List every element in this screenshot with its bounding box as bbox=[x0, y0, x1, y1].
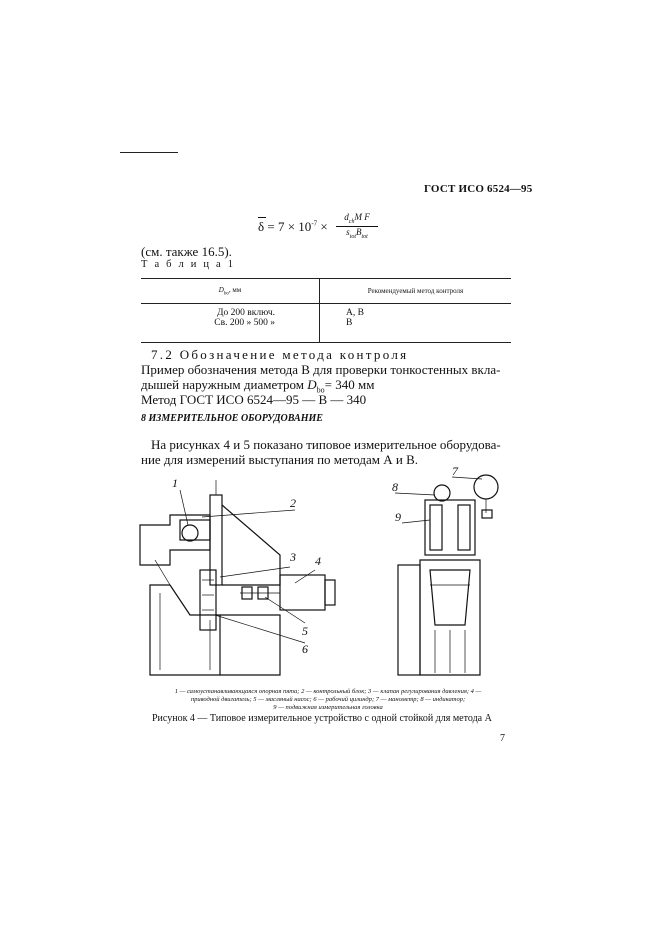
see-also-note: (см. также 16.5). bbox=[141, 244, 232, 259]
leader-6 bbox=[215, 615, 305, 643]
formula-rhs-prefix: = 7 × 10 bbox=[267, 219, 312, 234]
page-number: 7 bbox=[500, 733, 505, 744]
label-2: 2 bbox=[290, 496, 296, 510]
leader-2 bbox=[202, 510, 295, 517]
section-7-2-line1: Пример обозначения метода В для проверки тонкостенных вкла- bbox=[141, 362, 501, 377]
times-sign: × bbox=[320, 219, 328, 234]
label-3: 3 bbox=[290, 550, 296, 564]
table-label: Т а б л и ц а 1 bbox=[141, 259, 236, 270]
col-method-header: Рекомендуемый метод контроля bbox=[320, 279, 512, 304]
overline bbox=[258, 217, 266, 218]
formula-denominator: $s_{tot}B_{tot}$ bbox=[346, 226, 368, 240]
formula-lhs bbox=[258, 219, 328, 235]
standard-header: ГОСТ ИСО 6524—95 bbox=[424, 183, 533, 195]
section-8-heading: 8 ИЗМЕРИТЕЛЬНОЕ ОБОРУДОВАНИЕ bbox=[141, 413, 323, 424]
figure-4-drawing bbox=[130, 465, 520, 685]
label-5: 5 bbox=[302, 624, 308, 638]
label-7: 7 bbox=[452, 465, 458, 478]
figure-legend: 1 — самоустанавливающаяся опорная пята; 2 — контрольный блок; 3 — клапан регулирования давления; 4 — приводной двигатель; 5 — масляный насос; 6 — рабочий цилиндр; 7 — манометр; 8 — индикатор; 9 — подвижная измерительная головка bbox=[174, 688, 482, 711]
label-1: 1 bbox=[172, 476, 178, 490]
label-8: 8 bbox=[392, 480, 398, 494]
section-8-para-line1: На рисунках 4 и 5 показано типовое измерительное оборудова- bbox=[151, 437, 501, 452]
label-9: 9 bbox=[395, 510, 401, 524]
table-header-row bbox=[141, 279, 511, 304]
label-6: 6 bbox=[302, 642, 308, 656]
header-rule bbox=[120, 152, 178, 153]
method-table bbox=[141, 278, 511, 343]
figure-caption: Рисунок 4 — Типовое измерительное устройство с одной стойкой для метода А bbox=[152, 713, 492, 724]
delta-symbol: δ bbox=[258, 219, 265, 234]
section-8-para-line2: ние для измерений выступания по методам А и В. bbox=[141, 452, 419, 467]
section-7-2-line2: дышей наружным диаметром $D_{bo}= 340$ мм bbox=[141, 377, 375, 395]
formula-exponent: -7 bbox=[311, 219, 318, 228]
right-machine bbox=[398, 475, 498, 675]
formula-fraction bbox=[336, 212, 378, 240]
formula-numerator: $d_{ch}M$ F bbox=[336, 212, 378, 227]
formula bbox=[258, 212, 378, 246]
table-row bbox=[141, 304, 511, 343]
col-diameter-header: $D_{bo}$, мм bbox=[141, 279, 320, 304]
section-7-2-title: 7.2 Обозначение метода контроля bbox=[151, 347, 409, 362]
method-designation: Метод ГОСТ ИСО 6524—95 — В — 340 bbox=[141, 392, 367, 407]
label-4: 4 bbox=[315, 554, 321, 568]
leader-8 bbox=[395, 493, 435, 495]
leader-9 bbox=[402, 520, 430, 523]
range-cell: До 200 включ. Св. 200 » 500 » bbox=[141, 304, 320, 343]
leader-4 bbox=[295, 570, 315, 583]
method-cell: А, В В bbox=[320, 304, 512, 343]
